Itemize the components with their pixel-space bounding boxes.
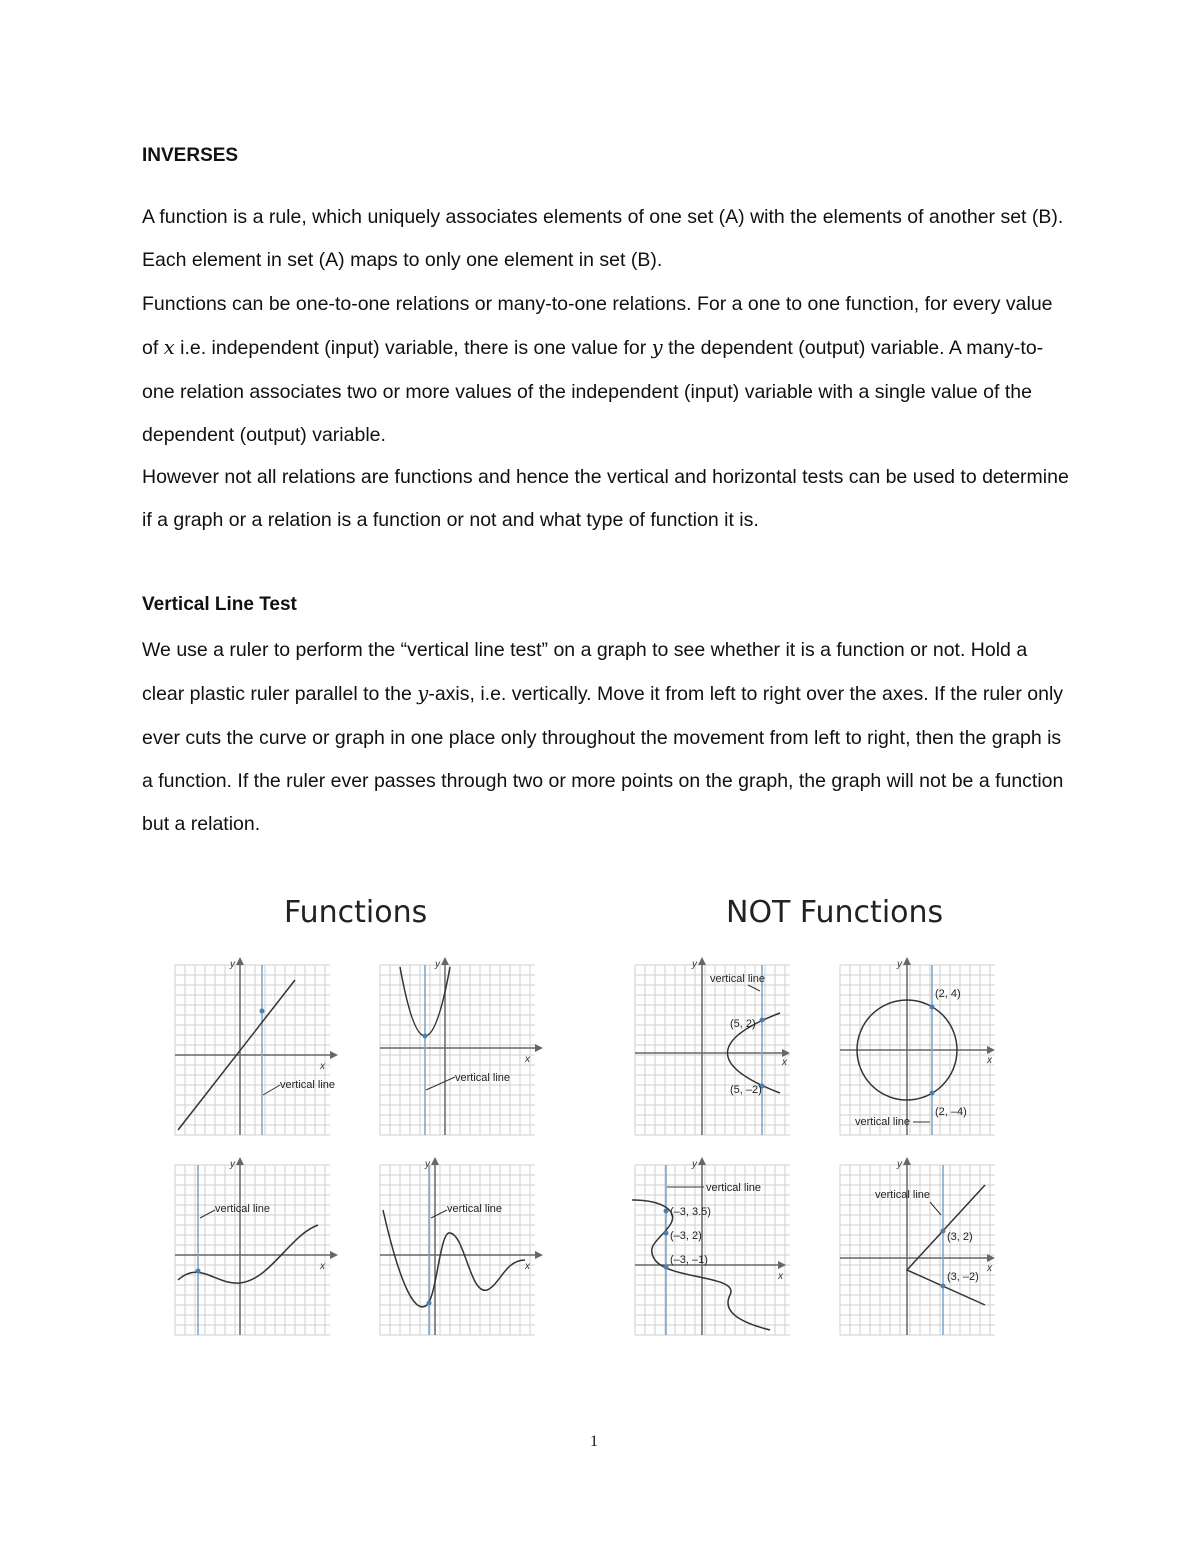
p2-text-a: Functions can be one-to-one relations or many-to-one relations. For a one to one function, for every value of — [142, 293, 1053, 360]
y-axis-label: y — [435, 959, 440, 970]
vertical-line-label: vertical line — [706, 1182, 762, 1194]
y-arrow-icon — [903, 957, 911, 965]
intersection-point-top — [941, 1229, 946, 1234]
intersection-point-bottom — [930, 1091, 935, 1096]
page-number: 1 — [590, 1433, 598, 1450]
label-pointer — [431, 1210, 447, 1218]
p2-text-b: i.e. independent (input) variable, there is one value for — [174, 337, 652, 360]
grid — [380, 965, 535, 1135]
p4-text-b: -axis, i.e. vertically. Move it from left to right over the axes. If the ruler only ever cuts the curve or graph in one place only throughout the movement from left to right, then the graph is a function. If the ruler ever passes through two or more points on the graph, the graph will not be a function but a relation. — [142, 683, 1064, 836]
vertical-line-label: vertical line — [855, 1116, 911, 1128]
document-title: INVERSES — [142, 145, 239, 166]
math-y-axis: y — [417, 682, 429, 706]
label-pointer — [748, 985, 760, 991]
functions-title: Functions — [284, 895, 428, 930]
vertical-line-label: vertical line — [710, 973, 766, 985]
x-axis-label: x — [987, 1263, 992, 1274]
point-label-3-m2: (3, –2) — [947, 1271, 979, 1283]
y-arrow-icon — [698, 1157, 706, 1165]
grid — [175, 965, 330, 1135]
intersection-point — [423, 1034, 428, 1039]
vertical-line-test-heading: Vertical Line Test — [142, 594, 297, 615]
y-axis-label: y — [692, 959, 697, 970]
point-label-m3-2: (–3, 2) — [670, 1230, 702, 1242]
y-axis-label: y — [230, 959, 235, 970]
x-axis-label: x — [987, 1055, 992, 1066]
paragraph-line-tests: However not all relations are functions and hence the vertical and horizontal tests can be used to determine if a graph or a relation is a function or not and what type of function it is. — [142, 466, 1069, 532]
x-axis-label: x — [320, 1261, 325, 1272]
intersection-point — [196, 1269, 201, 1274]
paragraph-vertical-line-test — [142, 629, 1072, 846]
grid — [380, 1165, 535, 1335]
vertical-line-label: vertical line — [447, 1203, 503, 1215]
y-arrow-icon — [698, 957, 706, 965]
point-label-2-4: (2, 4) — [935, 988, 961, 1000]
graph-sideways-parabola-relation — [630, 955, 800, 1140]
paragraph-function-definition: A function is a rule, which uniquely associates elements of one set (A) with the elements of another set (B). Each element in set (A) maps to only one element in set (B). — [142, 206, 1064, 272]
graph-oscillating-function — [375, 1155, 545, 1340]
graph-sideways-v-relation — [835, 1155, 1005, 1340]
vertical-line-label: vertical line — [455, 1072, 511, 1084]
graph-wave-function — [170, 1155, 340, 1340]
not-functions-title: NOT Functions — [726, 895, 944, 930]
y-axis-label: y — [230, 1159, 235, 1170]
y-axis-label: y — [897, 1159, 902, 1170]
point-label-m3-m1: (–3, –1) — [670, 1254, 708, 1266]
y-arrow-icon — [236, 1157, 244, 1165]
y-axis-label: y — [425, 1159, 430, 1170]
point-label-m3-35: (–3, 3.5) — [670, 1206, 711, 1218]
y-arrow-icon — [441, 957, 449, 965]
x-arrow-icon — [987, 1046, 995, 1054]
label-pointer — [200, 1210, 215, 1218]
function-curve — [178, 1225, 318, 1283]
functions-figure — [160, 885, 1010, 1355]
point-label-2-m4: (2, –4) — [935, 1106, 967, 1118]
y-axis-label: y — [692, 1159, 697, 1170]
intersection-point-top — [760, 1018, 765, 1023]
intersection-point — [427, 1301, 432, 1306]
label-pointer — [930, 1202, 941, 1215]
graph-parabola-function — [375, 955, 545, 1140]
x-axis-label: x — [525, 1054, 530, 1065]
graph-linear-function — [170, 955, 340, 1140]
grid — [635, 965, 790, 1135]
math-y: y — [651, 336, 663, 360]
intersection-point-2 — [664, 1231, 669, 1236]
x-arrow-icon — [330, 1051, 338, 1059]
y-axis-label: y — [897, 959, 902, 970]
point-label-3-2: (3, 2) — [947, 1231, 973, 1243]
y-arrow-icon — [903, 1157, 911, 1165]
intersection-point-1 — [664, 1209, 669, 1214]
graph-s-curve-relation — [630, 1155, 800, 1340]
label-pointer — [263, 1085, 280, 1095]
graph-circle-relation — [835, 955, 1005, 1140]
y-arrow-icon — [236, 957, 244, 965]
p2-text-c: the dependent (output) variable. A many-to-one relation associates two or more values of the independent (input) variable with a single value of the dependent (output) variable. — [142, 337, 1044, 446]
vertical-line-label: vertical line — [875, 1189, 931, 1201]
paragraph-function-types — [142, 283, 1072, 457]
x-arrow-icon — [330, 1251, 338, 1259]
math-x: x — [163, 336, 175, 360]
vertical-line-label: vertical line — [215, 1203, 271, 1215]
x-axis-label: x — [778, 1271, 783, 1282]
intersection-point-bottom — [941, 1284, 946, 1289]
x-axis-label: x — [782, 1057, 787, 1068]
x-axis-label: x — [525, 1261, 530, 1272]
point-label-5-m2: (5, –2) — [730, 1084, 762, 1096]
x-arrow-icon — [535, 1251, 543, 1259]
point-label-5-2: (5, 2) — [730, 1018, 756, 1030]
intersection-point — [260, 1009, 265, 1014]
x-axis-label: x — [320, 1061, 325, 1072]
y-arrow-icon — [431, 1157, 439, 1165]
x-arrow-icon — [782, 1049, 790, 1057]
x-arrow-icon — [535, 1044, 543, 1052]
vertical-line-label: vertical line — [280, 1079, 336, 1091]
intersection-point-top — [930, 1005, 935, 1010]
intersection-point-3 — [664, 1265, 669, 1270]
p4-text-a: We use a ruler to perform the “vertical line test” on a graph to see whether it is a function or not. Hold a clear plastic ruler parallel to the — [142, 639, 1028, 706]
